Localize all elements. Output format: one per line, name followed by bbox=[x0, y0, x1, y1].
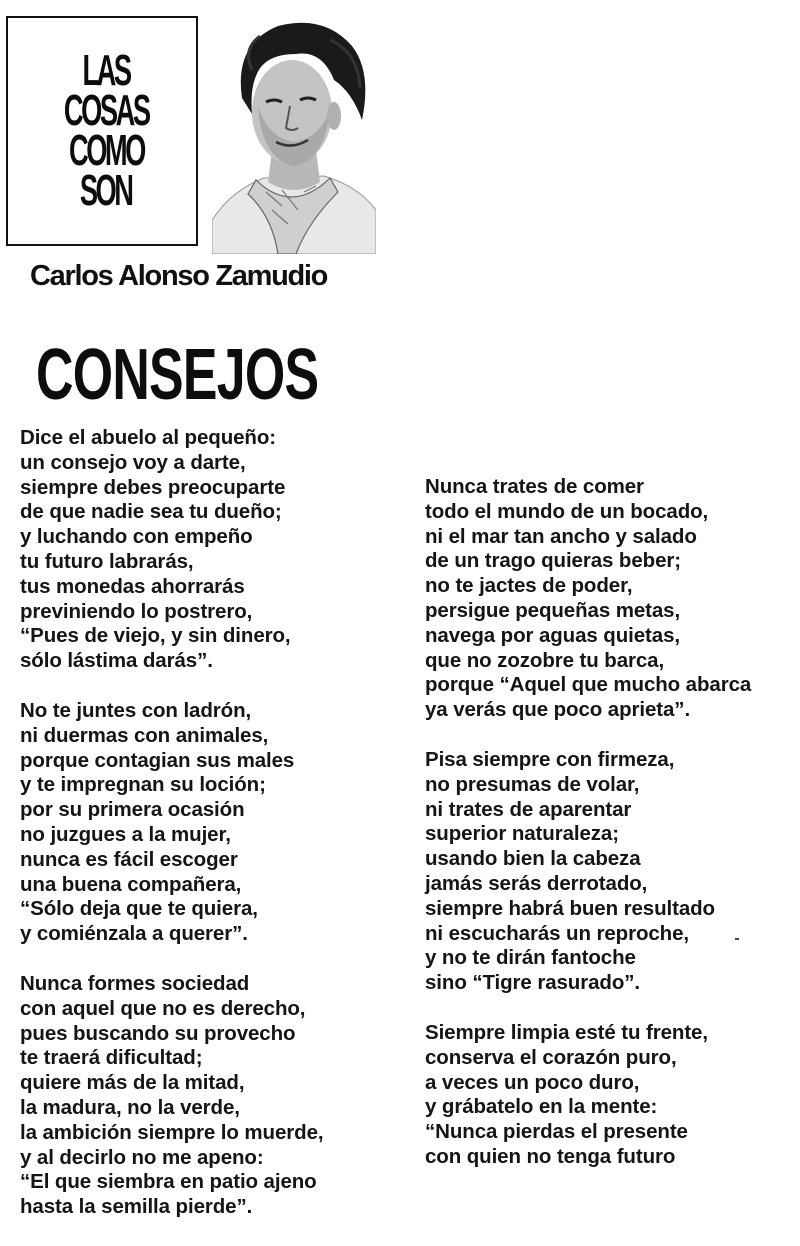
stanza bbox=[20, 972, 400, 1220]
stanza bbox=[425, 1021, 800, 1170]
poem-line: jamás serás derrotado, bbox=[425, 871, 648, 895]
poem-line: que no zozobre tu barca, bbox=[425, 648, 665, 672]
poem-line: te traerá dificultad; bbox=[20, 1046, 203, 1070]
poem-line: nunca es fácil escoger bbox=[20, 847, 238, 871]
poem-line: todo el mundo de un bocado, bbox=[425, 499, 709, 523]
poem-line: ni el mar tan ancho y salado bbox=[425, 524, 697, 548]
poem-line: la madura, no la verde, bbox=[20, 1095, 240, 1119]
logo-line: COMO bbox=[68, 126, 144, 175]
stanza bbox=[20, 426, 400, 674]
poem-line: “Sólo deja que te quiera, bbox=[20, 897, 258, 921]
poem-line: “El que siembra en patio ajeno bbox=[20, 1170, 317, 1194]
poem-line: de un trago quieras beber; bbox=[425, 549, 681, 573]
poem-line: porque “Aquel que mucho abarca bbox=[425, 673, 752, 697]
poem-line: porque contagian sus males bbox=[20, 748, 295, 772]
poem-line: con quien no tenga futuro bbox=[425, 1144, 676, 1168]
logo-line: SON bbox=[80, 166, 132, 215]
poem-line: sino “Tigre rasurado”. bbox=[425, 971, 641, 995]
poem-left-column bbox=[20, 426, 400, 1245]
poem-line: un consejo voy a darte, bbox=[20, 450, 246, 474]
poem-line: no presumas de volar, bbox=[425, 772, 640, 796]
poem-line: hasta la semilla pierde”. bbox=[20, 1195, 253, 1219]
poem-line: y luchando con empeño bbox=[20, 525, 253, 549]
poem-line: con aquel que no es derecho, bbox=[20, 996, 306, 1020]
column-logo bbox=[6, 16, 198, 246]
stanza bbox=[20, 699, 400, 947]
poem-line: y al decirlo no me apeno: bbox=[20, 1145, 264, 1169]
poem-line: usando bien la cabeza bbox=[425, 847, 641, 871]
poem-line: tu futuro labrarás, bbox=[20, 549, 194, 573]
poem-line: quiere más de la mitad, bbox=[20, 1071, 245, 1095]
poem-line: Dice el abuelo al pequeño: bbox=[20, 426, 276, 449]
poem-line: Pisa siempre con firmeza, bbox=[425, 747, 675, 771]
poem-line: y comiénzala a querer”. bbox=[20, 922, 248, 946]
poem-line: la ambición siempre lo muerde, bbox=[20, 1120, 324, 1144]
poem-line: ni duermas con animales, bbox=[20, 723, 269, 747]
stray-mark bbox=[735, 938, 739, 940]
poem-line: Nunca trates de comer bbox=[425, 475, 644, 498]
logo-line: LAS bbox=[82, 46, 130, 95]
poem-line: y te impregnan su loción; bbox=[20, 773, 266, 797]
poem-line: no te jactes de poder, bbox=[425, 574, 633, 598]
author-name: Carlos Alonso Zamudio bbox=[30, 260, 328, 292]
stanza bbox=[425, 748, 800, 996]
poem-line: previniendo lo postrero, bbox=[20, 599, 253, 623]
poem-line: ni escucharás un reproche, bbox=[425, 921, 690, 945]
poem-right-column bbox=[425, 475, 800, 1195]
poem-title: CONSEJOS bbox=[36, 335, 319, 415]
poem-line: y grábatelo en la mente: bbox=[425, 1095, 658, 1119]
logo-line: COSAS bbox=[63, 86, 149, 135]
poem-line: ni trates de aparentar bbox=[425, 797, 632, 821]
author-portrait bbox=[212, 10, 376, 254]
stanza bbox=[425, 475, 800, 723]
poem-line: a veces un poco duro, bbox=[425, 1070, 640, 1094]
poem-line: tus monedas ahorrarás bbox=[20, 574, 245, 598]
poem-line: no juzgues a la mujer, bbox=[20, 822, 231, 846]
poem-line: sólo lástima darás”. bbox=[20, 649, 213, 673]
poem-line: siempre debes preocuparte bbox=[20, 475, 286, 499]
poem-line: No te juntes con ladrón, bbox=[20, 698, 252, 722]
poem-line: una buena compañera, bbox=[20, 872, 242, 896]
poem-line: conserva el corazón puro, bbox=[425, 1045, 677, 1069]
poem-line: superior naturaleza; bbox=[425, 822, 619, 846]
poem-line: siempre habrá buen resultado bbox=[425, 896, 715, 920]
poem-line: “Pues de viejo, y sin dinero, bbox=[20, 624, 291, 648]
poem-line: de que nadie sea tu dueño; bbox=[20, 500, 282, 524]
poem-line: Siempre limpia esté tu frente, bbox=[425, 1020, 708, 1044]
poem-line: y no te dirán fantoche bbox=[425, 946, 636, 970]
poem-line: Nunca formes sociedad bbox=[20, 971, 250, 995]
poem-line: navega por aguas quietas, bbox=[425, 623, 680, 647]
poem-line: persigue pequeñas metas, bbox=[425, 598, 681, 622]
poem-line: pues buscando su provecho bbox=[20, 1021, 296, 1045]
poem-line: “Nunca pierdas el presente bbox=[425, 1120, 688, 1144]
poem-line: ya verás que poco aprieta”. bbox=[425, 698, 691, 722]
poem-line: por su primera ocasión bbox=[20, 798, 245, 822]
